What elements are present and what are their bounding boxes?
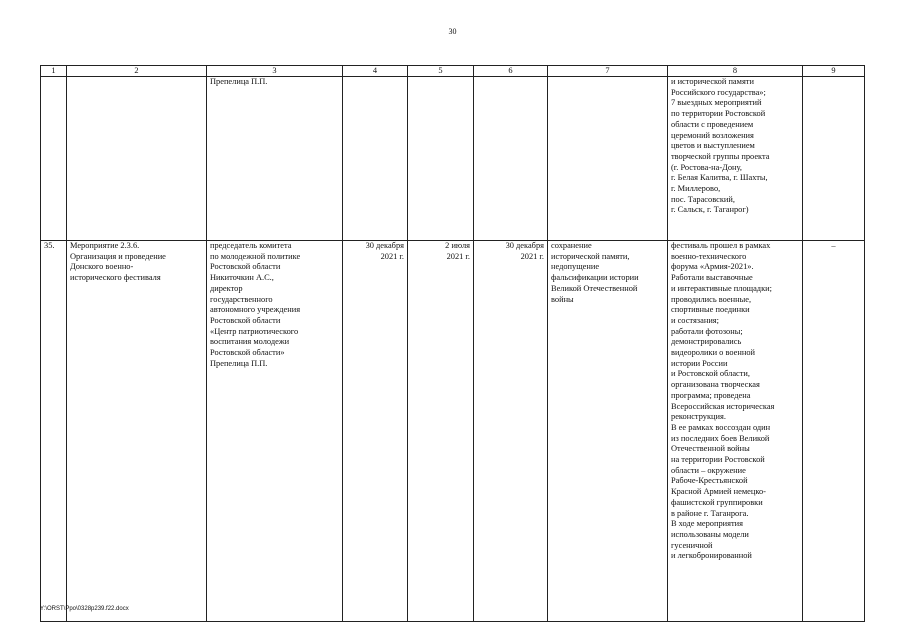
expected-result-cell: сохранение исторической памяти, недопущение фальсификации истории Великой Отечественной войны <box>548 241 668 622</box>
table-row-35 <box>41 241 865 622</box>
column-header: 9 <box>803 66 865 77</box>
column-header: 5 <box>408 66 474 77</box>
event-cell: Мероприятие 2.3.6. Организация и проведение Донского военно- исторического фестиваля <box>67 241 207 622</box>
responsible-cell: председатель комитета по молодежной политике Ростовской области Никиточкин А.С., директор государственного автономного учреждения Ростовской области «Центр патриотического воспитания молодежи Ростовской области» Препелица П.П. <box>207 241 343 622</box>
table-row-continuation <box>41 77 865 241</box>
column-header: 7 <box>548 66 668 77</box>
column-header: 8 <box>668 66 803 77</box>
date-cell <box>474 77 548 241</box>
responsible-cell: Препелица П.П. <box>207 77 343 241</box>
row-number-cell: 35. <box>41 241 67 622</box>
table-header-row <box>41 66 865 77</box>
column-header: 3 <box>207 66 343 77</box>
column-header: 1 <box>41 66 67 77</box>
date-cell <box>343 77 408 241</box>
page-number: 30 <box>448 27 457 36</box>
notes-cell: – <box>803 241 865 622</box>
column-header: 4 <box>343 66 408 77</box>
date-cell: 30 декабря 2021 г. <box>474 241 548 622</box>
actual-result-cell: и исторической памяти Российского государства»; 7 выездных мероприятий по территории Ростовской области с проведением церемоний возложения цветов и выступлением творческой группы проекта (г. Ростова-на-Дону, г. Белая Калитва, г. Шахты, г. Миллерово, пос. Тарасовский, г. Сальск, г. Таганрог) <box>668 77 803 241</box>
row-number-cell <box>41 77 67 241</box>
date-cell: 2 июля 2021 г. <box>408 241 474 622</box>
date-cell <box>408 77 474 241</box>
report-table <box>40 65 865 622</box>
event-cell <box>67 77 207 241</box>
date-cell: 30 декабря 2021 г. <box>343 241 408 622</box>
notes-cell <box>803 77 865 241</box>
expected-result-cell <box>548 77 668 241</box>
column-header: 6 <box>474 66 548 77</box>
column-header: 2 <box>67 66 207 77</box>
actual-result-cell: фестиваль прошел в рамках военно-технического форума «Армия-2021». Работали выставочные и интерактивные площадки; проводились военные, спортивные поединки и состязания; работали фотозоны; демонстрировались видеоролики о военной истории России и Ростовской области, организована творческая программа; проведена Всероссийская историческая реконструкция. В ее рамках воссоздан один из последних боев Великой Отечественной войны на территории Ростовской области – окружение Рабоче-Крестьянской Красной Армией немецко- фашистской группировки в районе г. Таганрога. В ходе мероприятия использованы модели гусеничной и легкобронированной <box>668 241 803 622</box>
file-path-footer: Y:\ORST\Ppo\0328p239.f22.docx <box>40 606 129 612</box>
